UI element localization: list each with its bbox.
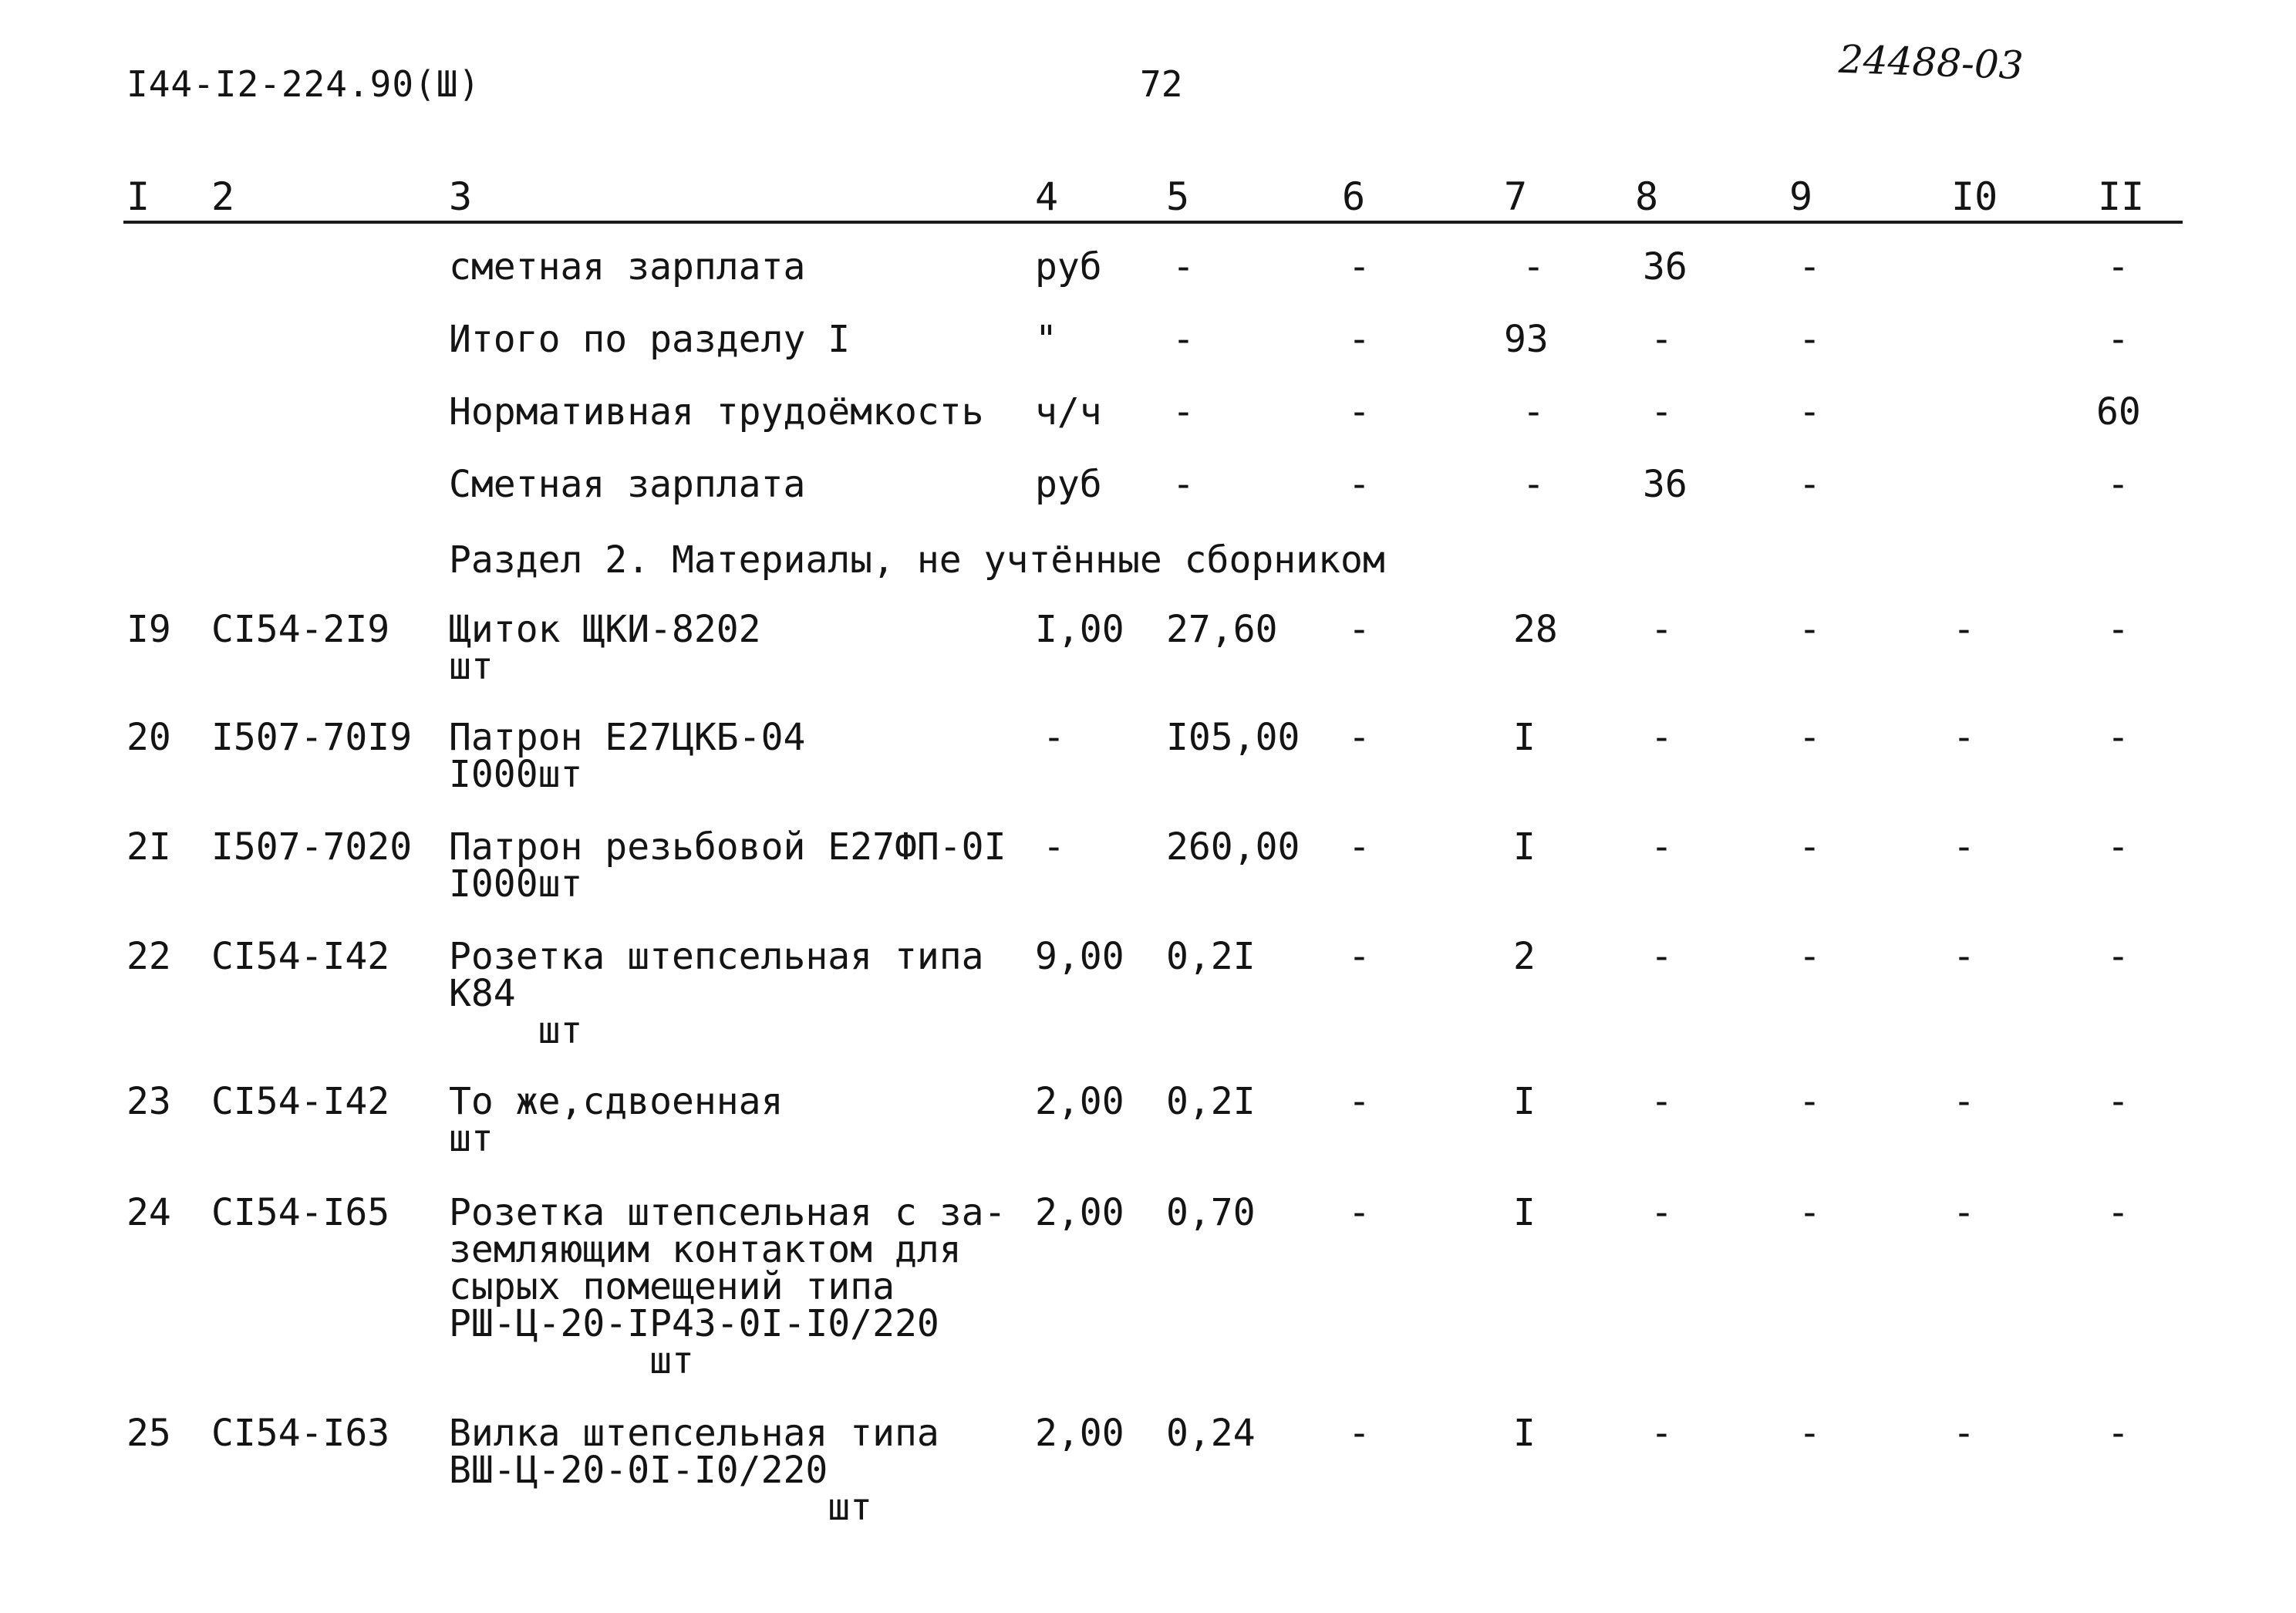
summary-row-name: Нормативная трудоёмкость (449, 390, 984, 434)
summary-row-col-11: - (2107, 463, 2129, 506)
item-col-9: - (1799, 1080, 1821, 1123)
item-number: I9 (126, 608, 171, 651)
summary-row-col-8: - (1650, 390, 1673, 434)
item-name: То же,сдвоенная шт (449, 1080, 784, 1160)
handwritten-stamp: 24488-03 (1838, 36, 2025, 89)
item-col-6: - (1348, 716, 1371, 759)
summary-row-name: Сметная зарплата (449, 463, 806, 506)
item-number: 20 (126, 716, 171, 759)
summary-row-col-7: 93 (1504, 318, 1549, 361)
page-number: 72 (1140, 63, 1183, 105)
item-unit-price: 0,2I (1166, 935, 1256, 978)
item-col-9: - (1799, 1412, 1821, 1455)
item-unit-price: 0,2I (1166, 1080, 1256, 1123)
item-quantity: - (1043, 825, 1065, 869)
item-col-8: - (1650, 825, 1673, 869)
summary-row-col-11: 60 (2096, 390, 2141, 434)
column-header-8: 8 (1635, 174, 1659, 219)
item-col-10: - (1953, 716, 1975, 759)
item-total: I (1513, 1191, 1536, 1234)
item-col-9: - (1799, 608, 1821, 651)
item-quantity: 2,00 (1035, 1191, 1124, 1234)
summary-row-col-5: - (1172, 463, 1195, 506)
item-quantity: - (1043, 716, 1065, 759)
item-col-11: - (2107, 935, 2129, 978)
item-col-9: - (1799, 935, 1821, 978)
item-col-10: - (1953, 935, 1975, 978)
summary-row-col-5: - (1172, 245, 1195, 289)
summary-row-col-5: - (1172, 390, 1195, 434)
item-col-8: - (1650, 716, 1673, 759)
item-col-11: - (2107, 716, 2129, 759)
item-quantity: I,00 (1035, 608, 1124, 651)
column-header-11: II (2098, 174, 2145, 219)
column-header-3: 3 (449, 174, 473, 219)
summary-row-col-6: - (1348, 390, 1371, 434)
item-total: 2 (1513, 935, 1536, 978)
summary-row-col-8: 36 (1643, 245, 1687, 289)
item-total: I (1513, 825, 1536, 869)
item-unit-price: 0,70 (1166, 1191, 1256, 1234)
item-col-11: - (2107, 1412, 2129, 1455)
item-col-6: - (1348, 1191, 1371, 1234)
item-quantity: 9,00 (1035, 935, 1124, 978)
column-header-5: 5 (1166, 174, 1190, 219)
item-col-10: - (1953, 825, 1975, 869)
summary-row-col-7: - (1522, 390, 1545, 434)
summary-row-col-5: - (1172, 318, 1195, 361)
item-col-8: - (1650, 1080, 1673, 1123)
item-code: I507-7020 (211, 825, 413, 869)
item-col-10: - (1953, 1191, 1975, 1234)
item-code: I507-70I9 (211, 716, 413, 759)
column-header-1: I (126, 174, 150, 219)
item-col-11: - (2107, 825, 2129, 869)
item-code: CI54-2I9 (211, 608, 390, 651)
item-col-6: - (1348, 1080, 1371, 1123)
summary-row-col-9: - (1799, 463, 1821, 506)
item-col-9: - (1799, 825, 1821, 869)
item-col-8: - (1650, 1191, 1673, 1234)
column-header-7: 7 (1504, 174, 1528, 219)
column-header-2: 2 (211, 174, 235, 219)
item-col-9: - (1799, 716, 1821, 759)
summary-row-unit: ч/ч (1035, 390, 1102, 434)
summary-row-col-6: - (1348, 463, 1371, 506)
item-col-6: - (1348, 608, 1371, 651)
summary-row-col-8: 36 (1643, 463, 1687, 506)
column-header-9: 9 (1789, 174, 1813, 219)
item-code: CI54-I63 (211, 1412, 390, 1455)
item-name: Вилка штепсельная типа ВШ-Ц-20-0I-I0/220 шт (449, 1412, 939, 1529)
summary-row-unit: руб (1035, 463, 1102, 506)
summary-row-col-11: - (2107, 245, 2129, 289)
item-col-6: - (1348, 935, 1371, 978)
summary-row-col-8: - (1650, 318, 1673, 361)
item-col-11: - (2107, 1080, 2129, 1123)
item-number: 25 (126, 1412, 171, 1455)
item-total: I (1513, 1080, 1536, 1123)
item-name: Розетка штепсельная типа К84 шт (449, 935, 984, 1052)
summary-row-col-11: - (2107, 318, 2129, 361)
summary-row-col-6: - (1348, 245, 1371, 289)
item-total: I (1513, 1412, 1536, 1455)
item-quantity: 2,00 (1035, 1080, 1124, 1123)
header-underline (123, 221, 2183, 224)
summary-row-col-9: - (1799, 390, 1821, 434)
item-number: 2I (126, 825, 171, 869)
item-unit-price: 0,24 (1166, 1412, 1256, 1455)
item-col-8: - (1650, 608, 1673, 651)
item-number: 23 (126, 1080, 171, 1123)
item-col-8: - (1650, 935, 1673, 978)
item-col-10: - (1953, 608, 1975, 651)
item-col-6: - (1348, 825, 1371, 869)
item-col-11: - (2107, 1191, 2129, 1234)
item-total: I (1513, 716, 1536, 759)
item-unit-price: I05,00 (1166, 716, 1300, 759)
item-code: CI54-I42 (211, 1080, 390, 1123)
item-name: Розетка штепсельная с за- земляющим контактом для сырых помещений типа РШ-Ц-20-IP43-0I-I0/220 шт (449, 1191, 1006, 1382)
summary-row-col-6: - (1348, 318, 1371, 361)
item-col-11: - (2107, 608, 2129, 651)
summary-row-name: сметная зарплата (449, 245, 806, 289)
item-col-10: - (1953, 1412, 1975, 1455)
column-header-4: 4 (1035, 174, 1059, 219)
item-name: Патрон резьбовой Е27ФП-0I I000шт (449, 825, 1006, 906)
summary-row-col-7: - (1522, 245, 1545, 289)
item-code: CI54-I65 (211, 1191, 390, 1234)
item-number: 22 (126, 935, 171, 978)
item-col-9: - (1799, 1191, 1821, 1234)
item-name: Патрон Е27ЦКБ-04 I000шт (449, 716, 806, 796)
summary-row-col-9: - (1799, 245, 1821, 289)
column-header-10: I0 (1951, 174, 1998, 219)
item-col-8: - (1650, 1412, 1673, 1455)
item-col-10: - (1953, 1080, 1975, 1123)
item-name: Щиток ЩКИ-8202 шт (449, 608, 761, 688)
item-unit-price: 27,60 (1166, 608, 1278, 651)
column-header-6: 6 (1342, 174, 1366, 219)
item-number: 24 (126, 1191, 171, 1234)
item-quantity: 2,00 (1035, 1412, 1124, 1455)
item-code: CI54-I42 (211, 935, 390, 978)
item-unit-price: 260,00 (1166, 825, 1300, 869)
summary-row-name: Итого по разделу I (449, 318, 851, 361)
item-col-6: - (1348, 1412, 1371, 1455)
document-code: I44-I2-224.90(Ш) (126, 63, 481, 105)
summary-row-col-7: - (1522, 463, 1545, 506)
summary-row-unit: руб (1035, 245, 1102, 289)
item-total: 28 (1513, 608, 1558, 651)
summary-row-unit: " (1035, 318, 1057, 361)
summary-row-col-9: - (1799, 318, 1821, 361)
section-title: Раздел 2. Материалы, не учтённые сборником (449, 538, 1385, 582)
